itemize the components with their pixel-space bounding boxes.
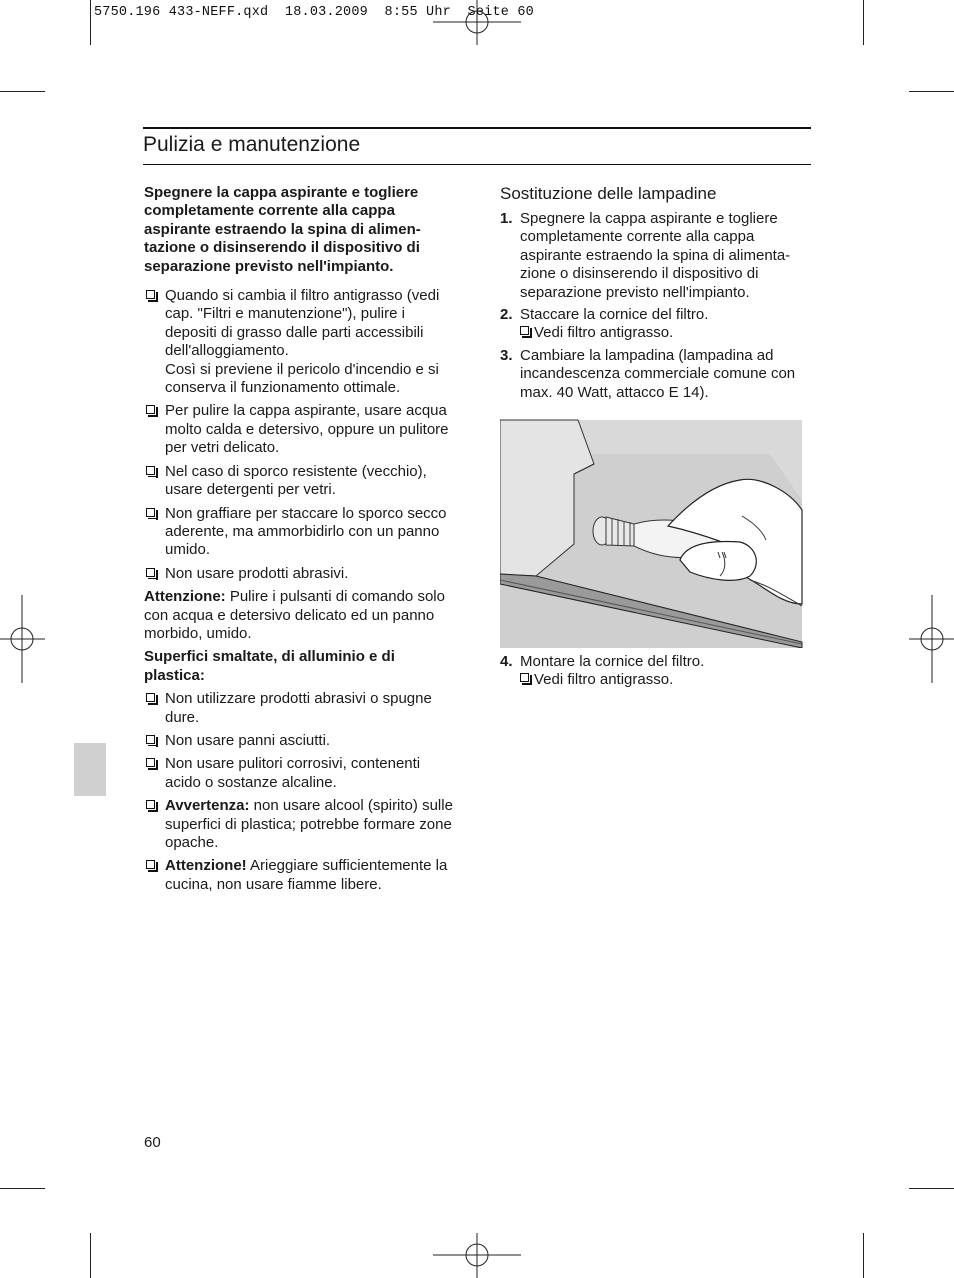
list-item-text: Quando si cambia il filtro antigrasso (vedi cap. "Filtri e manutenzione"), pulire i depositi di grasso dalle parti accessibili dell'alloggiamento. [165,287,440,360]
step-number: 4. [500,653,513,670]
checkbox-bullet-icon [146,568,155,577]
right-column [500,184,812,406]
list-item-text: Non graffiare per staccare lo sporco secco aderente, ma ammorbidirlo con un panno umido. [165,504,447,559]
step-text: Staccare la cornice del filtro. [520,306,709,324]
checkbox-bullet-icon [146,508,155,517]
step-item [500,306,812,343]
checkbox-bullet-icon [146,758,155,767]
crop-mark [863,1233,864,1278]
file-slug: 5750.196 433-NEFF.qxd 18.03.2009 8:55 Uhr Seite 60 [94,5,534,20]
checkbox-bullet-icon [146,860,155,869]
surfaces-heading: Superfici smaltate, di alluminio e di plastica: [144,648,395,684]
step-number: 3. [500,346,513,364]
warning-text: non usare alcool (spirito) sulle superfici di plastica; potrebbe formare zone opache. [165,797,453,851]
checkbox-bullet-icon [146,290,155,299]
list-item [144,755,456,792]
registration-mark-bottom [433,1233,521,1278]
checkbox-bullet-icon [146,800,155,809]
checkbox-bullet-icon [146,405,155,414]
crop-mark [90,0,91,45]
safety-intro: Spegnere la cappa aspirante e togliere completamente corrente alla cappa aspirante estraendo la spina di alimen-tazione o disinserendo il dispositivo di separazione previsto nell'impianto. [144,184,421,275]
step-item [500,210,812,302]
checkbox-bullet-icon [146,735,155,744]
list-item-text: Non usare pulitori corrosivi, contenenti acido o sostanze alcaline. [165,755,421,791]
step-reference: Vedi filtro antigrasso. [534,671,674,689]
step-reference: Vedi filtro antigrasso. [534,324,674,342]
step-number: 2. [500,306,513,324]
list-item [144,287,456,397]
attention-text: Pulire i pulsanti di comando solo con acqua e detersivo delicato ed un panno morbido, umido. [144,588,445,642]
list-item-text: Nel caso di sporco resistente (vecchio), usare detergenti per vetri. [165,462,427,499]
step-number: 1. [500,210,513,227]
list-item [144,797,456,852]
section-heading: Sostituzione delle lampadine [500,184,717,203]
list-item-text: Non usare prodotti abrasivi. [165,564,349,582]
step-text: Montare la cornice del filtro. [520,653,705,670]
step-item [500,653,812,690]
crop-mark [0,91,45,92]
step-4-block [500,653,812,694]
crop-mark [909,91,954,92]
list-item [144,565,456,583]
checkbox-bullet-icon [146,693,155,702]
checkbox-bullet-icon [520,673,532,685]
step-text: Cambiare la lampadina (lampadina ad incandescenza commerciale comune con max. 40 Watt, attacco E 14). [520,346,796,401]
list-item [144,402,456,457]
registration-mark-right [909,595,954,683]
step-item [500,347,812,402]
warning-label: Avvertenza: [165,797,250,815]
list-item [144,463,456,500]
list-item-text: Così si previene il pericolo d'incendio e si conserva il funzionamento ottimale. [165,360,439,397]
bulb-replacement-illustration [500,414,804,648]
checkbox-bullet-icon [146,466,155,475]
header-rule-bottom [143,164,811,165]
list-item [144,732,456,750]
attention-note [144,588,456,643]
crop-mark [90,1233,91,1278]
attention-label: Attenzione: [144,588,226,606]
registration-mark-left [0,595,45,683]
crop-mark [863,0,864,45]
list-item-text: Non usare panni asciutti. [165,731,331,749]
header-rule-top [143,127,811,129]
step-text: Spegnere la cappa aspirante e togliere completamente corrente alla cappa aspirante estraendo la spina di alimenta-zione o disinserendo il dispositivo di separazione previsto nell'impianto. [520,210,791,301]
caution-label: Attenzione! [165,857,247,875]
left-column [144,184,456,899]
list-item-text: Per pulire la cappa aspirante, usare acqua molto calda e detersivo, oppure un pulitore per vetri delicato. [165,402,449,457]
page-number: 60 [144,1134,161,1151]
list-item [144,857,456,894]
list-item [144,505,456,560]
crop-mark [909,1188,954,1189]
checkbox-bullet-icon [520,326,532,338]
registration-mark-top [433,0,521,45]
chapter-tab [74,743,106,796]
crop-mark [0,1188,45,1189]
caution-text: Arieggiare sufficientemente la cucina, non usare fiamme libere. [165,857,448,893]
page-title: Pulizia e manutenzione [143,133,361,156]
list-item-text: Non utilizzare prodotti abrasivi o spugne dure. [165,690,432,726]
list-item [144,690,456,727]
